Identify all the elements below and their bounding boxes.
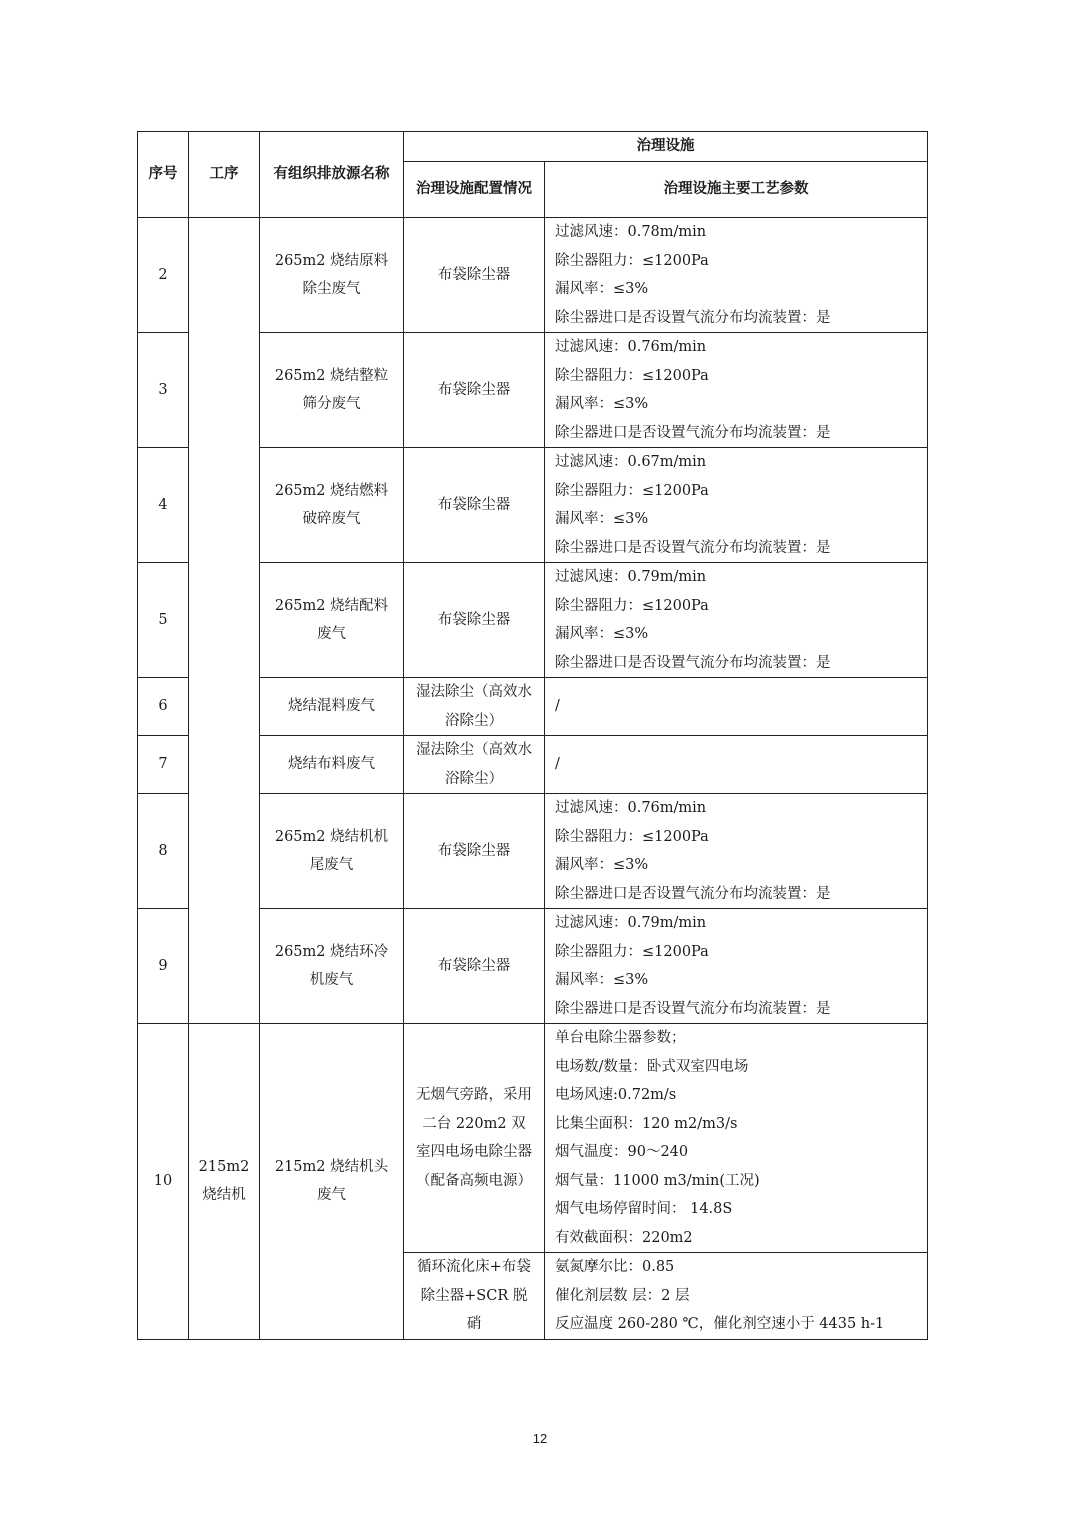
param-line: 除尘器进口是否设置气流分布均流装置：是	[555, 654, 831, 671]
row-source: 265m2 烧结环冷机废气	[260, 909, 404, 1024]
param-line: 漏风率：≤3%	[555, 281, 649, 297]
row-seq: 10	[138, 1024, 189, 1340]
row-source: 215m2 烧结机头废气	[260, 1024, 404, 1340]
row-params	[545, 333, 928, 448]
param-line: 漏风率：≤3%	[555, 396, 649, 412]
header-config: 治理设施配置情况	[404, 162, 545, 218]
row-params	[545, 1024, 928, 1253]
header-seq: 序号	[138, 132, 189, 218]
param-line: 反应温度 260-280 ℃，催化剂空速小于 4435 h-1	[555, 1316, 885, 1332]
row-config: 布袋除尘器	[404, 794, 545, 909]
param-line: 漏风率：≤3%	[555, 511, 649, 527]
row-source: 265m2 烧结机机尾废气	[260, 794, 404, 909]
row-config: 布袋除尘器	[404, 563, 545, 678]
param-line: 除尘器进口是否设置气流分布均流装置：是	[555, 1000, 831, 1017]
row-params	[545, 448, 928, 563]
emission-control-table	[137, 131, 928, 1340]
param-line: 除尘器阻力：≤1200Pa	[555, 943, 709, 960]
row-seq: 4	[138, 448, 189, 563]
row-seq: 5	[138, 563, 189, 678]
row-seq: 7	[138, 736, 189, 794]
param-line: 除尘器进口是否设置气流分布均流装置：是	[555, 424, 831, 441]
param-line: 过滤风速：0.78m/min	[555, 224, 707, 240]
param-line: 烟气温度：90～240	[555, 1144, 689, 1160]
row-config: 布袋除尘器	[404, 218, 545, 333]
param-line: 漏风率：≤3%	[555, 626, 649, 642]
row-config: 无烟气旁路，采用二台 220m2 双室四电场电除尘器（配备高频电源）	[404, 1024, 545, 1253]
row-config: 湿法除尘（高效水浴除尘）	[404, 736, 545, 794]
row-params	[545, 909, 928, 1024]
row-seq: 2	[138, 218, 189, 333]
param-line: 漏风率：≤3%	[555, 972, 649, 988]
param-line: 过滤风速：0.76m/min	[555, 800, 707, 816]
row-source: 265m2 烧结燃料破碎废气	[260, 448, 404, 563]
table-row	[138, 1024, 928, 1253]
process-merged-blank	[189, 218, 260, 1024]
param-line: 除尘器进口是否设置气流分布均流装置：是	[555, 885, 831, 902]
row-params	[545, 218, 928, 333]
row-source: 265m2 烧结原料除尘废气	[260, 218, 404, 333]
row-seq: 9	[138, 909, 189, 1024]
row-source: 烧结混料废气	[260, 678, 404, 736]
param-line: 除尘器阻力：≤1200Pa	[555, 828, 709, 845]
param-line: 除尘器进口是否设置气流分布均流装置：是	[555, 309, 831, 326]
param-line: /	[555, 698, 560, 715]
header-params: 治理设施主要工艺参数	[545, 162, 928, 218]
row-source: 265m2 烧结配料废气	[260, 563, 404, 678]
param-line: 电场风速:0.72m/s	[555, 1087, 677, 1103]
row-params	[545, 1253, 928, 1340]
param-line: 过滤风速：0.67m/min	[555, 454, 707, 470]
header-process: 工序	[189, 132, 260, 218]
header-source: 有组织排放源名称	[260, 132, 404, 218]
param-line: 过滤风速：0.79m/min	[555, 569, 707, 585]
row-params	[545, 794, 928, 909]
row-source: 265m2 烧结整粒筛分废气	[260, 333, 404, 448]
param-line: 漏风率：≤3%	[555, 857, 649, 873]
param-line: /	[555, 756, 560, 773]
row-config: 布袋除尘器	[404, 333, 545, 448]
row-config: 循环流化床+布袋除尘器+SCR 脱硝	[404, 1253, 545, 1340]
param-line: 有效截面积：220m2	[555, 1229, 693, 1246]
row-params	[545, 678, 928, 736]
param-line: 催化剂层数 层：2 层	[555, 1287, 690, 1304]
param-line: 过滤风速：0.76m/min	[555, 339, 707, 355]
row-process: 215m2 烧结机	[189, 1024, 260, 1340]
row-params	[545, 736, 928, 794]
row-params	[545, 563, 928, 678]
param-line: 除尘器阻力：≤1200Pa	[555, 597, 709, 614]
table-row	[138, 218, 928, 333]
param-line: 电场数/数量：卧式双室四电场	[555, 1058, 749, 1075]
row-seq: 6	[138, 678, 189, 736]
row-config: 湿法除尘（高效水浴除尘）	[404, 678, 545, 736]
param-line: 氨氮摩尔比：0.85	[555, 1259, 675, 1275]
param-line: 除尘器阻力：≤1200Pa	[555, 367, 709, 384]
row-seq: 8	[138, 794, 189, 909]
param-line: 过滤风速：0.79m/min	[555, 915, 707, 931]
page-number: 12	[532, 1431, 548, 1446]
param-line: 单台电除尘器参数；	[555, 1030, 686, 1046]
param-line: 除尘器阻力：≤1200Pa	[555, 482, 709, 499]
row-seq: 3	[138, 333, 189, 448]
param-line: 烟气电场停留时间： 14.8S	[555, 1201, 733, 1217]
row-source: 烧结布料废气	[260, 736, 404, 794]
param-line: 烟气量：11000 m3/min(工况)	[555, 1172, 760, 1189]
row-config: 布袋除尘器	[404, 448, 545, 563]
param-line: 除尘器阻力：≤1200Pa	[555, 252, 709, 269]
header-facility-group: 治理设施	[404, 132, 928, 162]
row-config: 布袋除尘器	[404, 909, 545, 1024]
param-line: 比集尘面积：120 m2/m3/s	[555, 1115, 738, 1132]
param-line: 除尘器进口是否设置气流分布均流装置：是	[555, 539, 831, 556]
